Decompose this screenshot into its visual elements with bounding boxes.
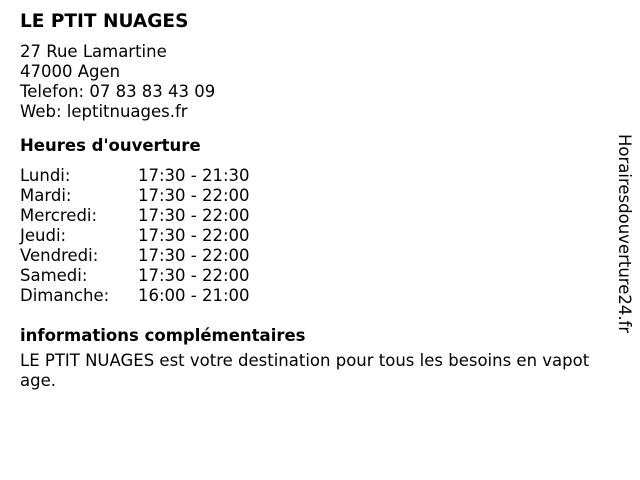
hours-row-thursday	[20, 226, 610, 246]
site-brand-vertical: Horairesdouverture24.fr	[615, 134, 634, 334]
hours-row-sunday	[20, 286, 610, 306]
hours-day: Samedi:	[20, 266, 88, 285]
hours-time: 17:30 - 22:00	[138, 186, 250, 205]
hours-time: 17:30 - 22:00	[138, 226, 250, 245]
address-block	[20, 42, 610, 122]
hours-day: Dimanche:	[20, 286, 110, 305]
hours-time: 17:30 - 22:00	[138, 206, 250, 225]
hours-time: 17:30 - 21:30	[138, 166, 250, 185]
street-address: 27 Rue Lamartine	[20, 42, 167, 61]
hours-time: 17:30 - 22:00	[138, 246, 250, 265]
website-link[interactable]: Web: leptitnuages.fr	[20, 102, 188, 121]
hours-row-friday	[20, 246, 610, 266]
phone-number[interactable]: Telefon: 07 83 83 43 09	[20, 82, 216, 101]
hours-time: 17:30 - 22:00	[138, 266, 250, 285]
hours-row-monday	[20, 166, 610, 186]
business-card	[20, 10, 610, 391]
hours-row-saturday	[20, 266, 610, 286]
hours-row-wednesday	[20, 206, 610, 226]
hours-day: Jeudi:	[20, 226, 67, 245]
hours-time: 16:00 - 21:00	[138, 286, 250, 305]
hours-day: Mardi:	[20, 186, 72, 205]
additional-info-heading: informations complémentaires	[20, 326, 306, 345]
additional-info-text: LE PTIT NUAGES est votre destination pour tous les besoins en vapotage.	[20, 351, 590, 390]
opening-hours-table	[20, 166, 610, 306]
business-name: LE PTIT NUAGES	[20, 11, 189, 32]
opening-hours-heading: Heures d'ouverture	[20, 136, 201, 155]
city-address: 47000 Agen	[20, 62, 121, 81]
hours-day: Mercredi:	[20, 206, 98, 225]
hours-row-tuesday	[20, 186, 610, 206]
hours-day: Lundi:	[20, 166, 71, 185]
hours-day: Vendredi:	[20, 246, 99, 265]
